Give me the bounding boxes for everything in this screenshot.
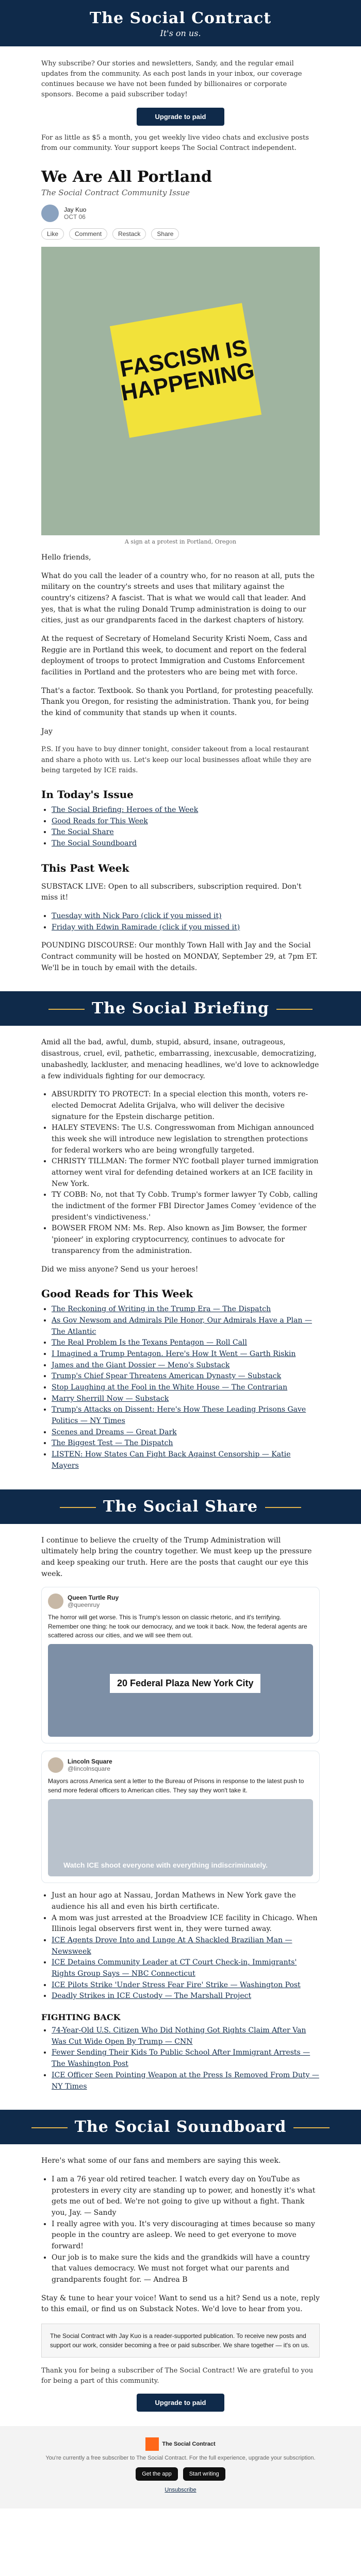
list-item[interactable]: • ICE Pilots Strike 'Under Stress Fear Fire' Strike — Washington Post	[52, 1980, 320, 1991]
post-handle: @queenruy	[68, 1601, 100, 1609]
comment-button[interactable]: Comment	[69, 228, 107, 240]
social-post[interactable]	[41, 1587, 320, 1743]
start-writing-button[interactable]: Start writing	[183, 2467, 225, 2481]
list-item[interactable]: • 74-Year-Old U.S. Citizen Who Did Nothing Got Rights Claim After Van Was Cut Wide Open By Trump — CNN	[52, 2025, 320, 2047]
list-item[interactable]: • The Real Problem Is the Texans Pentagon — Roll Call	[52, 1337, 320, 1349]
share-button[interactable]: Share	[151, 228, 179, 240]
list-item: • I really agree with you. It's very discouraging at times because so many people in the country are asleep. We need to get everyone to move forward!	[52, 2219, 320, 2252]
this-week-line: SUBSTACK LIVE: Open to all subscribers, subscription required. Don't miss it!	[41, 882, 302, 902]
divider	[265, 1507, 301, 1508]
unsubscribe-link[interactable]: Unsubscribe	[165, 2487, 196, 2494]
post-author: Lincoln Square	[68, 1758, 112, 1766]
social-post[interactable]	[41, 1751, 320, 1883]
restack-button[interactable]: Restack	[112, 228, 146, 240]
protest-sign: FASCISM IS HAPPENING	[110, 303, 261, 438]
list-item[interactable]: • Marry Sherrill Now — Substack	[52, 1394, 320, 1405]
avatar	[48, 1757, 63, 1773]
list-item[interactable]: • The Social Soundboard	[52, 838, 320, 850]
video-caption: Watch ICE shoot everyone with everything indiscriminately.	[63, 1861, 268, 1870]
list-item: • HALEY STEVENS: The U.S. Congresswoman from Michigan announced this week she will introduce new legislation to strengthen protections for federal workers who are being wrongfully targeted.	[52, 1123, 320, 1156]
briefing-section	[41, 1037, 320, 1471]
post-author: Queen Turtle Ruy	[68, 1594, 119, 1602]
author-name[interactable]: Jay Kuo	[64, 206, 87, 213]
postscript: P.S. If you have to buy dinner tonight, consider takeout from a local restaurant and share a photo with us. Let's keep our local businesses afloat while they are being targeted by ICE raids.	[41, 745, 311, 774]
intro-text: Why subscribe? Our stories and newsletters, Sandy, and the regular email updates from the community. As each post lands in your inbox, our coverage continues because we have not been funded by billionaires or corporate sponsors. Become a paid subscriber today!	[41, 60, 302, 99]
footer	[0, 2426, 361, 2509]
post-text: The horror will get worse. This is Trump's lesson on classic rhetoric, and it's terrifying. Remember one thing: he took our democracy, and we took it back. Now, the federal agents are scattered across our cities, and we will see them out.	[48, 1614, 307, 1639]
list-item: • ABSURDITY TO PROTECT: In a special election this month, voters re-elected Democrat Adelita Grijalva, who will deliver the decisive signature for the Epstein discharge petition.	[52, 1089, 320, 1123]
list-item[interactable]: • Trump's Attacks on Dissent: Here's How These Leading Prisons Gave Politics — NY Times	[52, 1404, 320, 1427]
content	[41, 59, 320, 974]
soundboard-cta: Stay & tune to hear your voice! Want to send us a hit? Send us a note, reply to this email, or find us on Substack Notes. We'd love to hear from you.	[41, 2294, 320, 2314]
share-list	[41, 1890, 320, 2002]
hero-photo	[41, 247, 320, 535]
post-handle: @lincolnsquare	[68, 1765, 110, 1773]
post-image	[48, 1644, 313, 1737]
soundboard-banner: The Social Soundboard	[0, 2110, 361, 2144]
list-item[interactable]: • Friday with Edwin Ramirade (click if you missed it)	[52, 922, 320, 934]
avatar	[48, 1594, 63, 1609]
list-item: • CHRISTY TILLMAN: The former NYC football player turned immigration attorney went viral for defending detained workers at an ICE facility in New York.	[52, 1156, 320, 1190]
upgrade-button-bottom[interactable]: Upgrade to paid	[137, 2394, 224, 2412]
list-item[interactable]: • James and the Giant Dossier — Meno's Substack	[52, 1360, 320, 1371]
list-item[interactable]: • Tuesday with Nick Paro (click if you missed it)	[52, 911, 320, 922]
post-video[interactable]	[48, 1799, 313, 1876]
article-paragraph-2: At the request of Secretary of Homeland Security Kristi Noem, Cass and Reggie are in Portland this week, to document and report on the federal deployment of troops to protect Immigration and Customs Enforcement facilities in Portland and the protesters who are being met with force.	[41, 634, 307, 677]
list-item: • I am a 76 year old retired teacher. I watch every day on YouTube as protesters in every city are standing up to power, and honestly it's what gets me out of bed. We're not going to give up without a fight. Thank you, Jay. — Sandy	[52, 2174, 320, 2219]
avatar[interactable]	[41, 205, 59, 222]
app-buttons	[0, 2467, 361, 2481]
this-week-heading: This Past Week	[41, 861, 129, 874]
get-app-button[interactable]: Get the app	[136, 2467, 178, 2481]
list-item[interactable]: • LISTEN: How States Can Fight Back Against Censorship — Katie Mayers	[52, 1449, 320, 1471]
fighting-back-list	[41, 2025, 320, 2092]
list-item[interactable]: • Scenes and Dreams — Great Dark	[52, 1427, 320, 1438]
share-row	[41, 228, 320, 240]
toc-heading: In Today's Issue	[41, 788, 134, 801]
list-item[interactable]: • As Gov Newsom and Admirals Pile Honor, Our Admirals Have a Plan — The Atlantic	[52, 1315, 320, 1337]
soundboard-section	[41, 2156, 320, 2412]
this-week-list	[41, 911, 320, 933]
list-item[interactable]: • ICE Detains Community Leader at CT Court Check-in, Immigrants' Rights Group Says — NBC Connecticut	[52, 1957, 320, 1979]
intro-note: For as little as $5 a month, you get weekly live video chats and exclusive posts from our community. Your support keeps The Social Contract independent.	[41, 133, 309, 152]
article-title: We Are All Portland	[41, 167, 212, 186]
signoff: Jay	[41, 727, 53, 736]
good-reads-heading: Good Reads for This Week	[41, 1287, 193, 1300]
divider	[60, 1507, 96, 1508]
list-item[interactable]: • Stop Laughing at the Fool in the White House — The Contrarian	[52, 1382, 320, 1394]
divider	[31, 2127, 68, 2128]
this-week-line: POUNDING DISCOURSE: Our monthly Town Hall with Jay and the Social Contract community will be hosted on MONDAY, September 29, at 7pm ET. We'll be in touch by email with the details.	[41, 941, 318, 972]
footer-line: You're currently a free subscriber to The Social Contract. For the full experience, upgrade your subscription.	[45, 2455, 316, 2462]
list-item[interactable]: • The Reckoning of Writing in the Trump Era — The Dispatch	[52, 1304, 320, 1315]
substack-icon	[145, 2437, 159, 2451]
masthead-tagline: It's on us.	[160, 28, 201, 38]
list-item[interactable]: • Trump's Chief Spear Threatens American Dynasty — Substack	[52, 1371, 320, 1382]
list-item[interactable]: • I Imagined a Trump Pentagon. Here's How It Went — Garth Riskin	[52, 1349, 320, 1360]
post-text: Mayors across America sent a letter to the Bureau of Prisons in response to the latest push to send more federal officers to American cities. They say they won't take it.	[48, 1777, 304, 1794]
like-button[interactable]: Like	[41, 228, 64, 240]
briefing-closing: Did we miss anyone? Send us your heroes!	[41, 1265, 199, 1274]
list-item[interactable]: • Fewer Sending Their Kids To Public School After Immigrant Arrests — The Washington Post	[52, 2047, 320, 2070]
list-item[interactable]: • Good Reads for This Week	[52, 816, 320, 827]
post-date: OCT 06	[64, 213, 86, 221]
toc-list	[41, 805, 320, 850]
share-section	[41, 1535, 320, 2093]
list-item: • A mom was just arrested at the Broadview ICE facility in Chicago. When Illinois legal observers first went in, they were turned away.	[52, 1913, 320, 1935]
list-item: • Our job is to make sure the kids and the grandkids will have a country that values democracy. We must not forget what our parents and grandparents fought for. — Andrea B	[52, 2252, 320, 2286]
divider	[293, 2127, 330, 2128]
article-subtitle: The Social Contract Community Issue	[41, 188, 190, 197]
subscribe-box: The Social Contract with Jay Kuo is a reader-supported publication. To receive new posts and support our work, consider becoming a free or paid subscriber. We share together — it's on us.	[41, 2324, 320, 2358]
divider	[48, 1009, 85, 1010]
building-sign: 20 Federal Plaza New York City	[110, 1674, 260, 1693]
list-item[interactable]: • ICE Agents Drove Into and Lunge At A Shackled Brazilian Man — Newsweek	[52, 1935, 320, 1957]
soundboard-list	[41, 2174, 320, 2286]
article-paragraph-1: What do you call the leader of a country who, for no reason at all, puts the military on the country's streets and uses that military against the country's citizens? A fascist. That is what we would call that leader. And yes, that is what the ruling Donald Trump administration is doing to our cities, just as our grandparents faced in the darkest chapters of history.	[41, 571, 315, 625]
upgrade-button-top[interactable]: Upgrade to paid	[137, 108, 224, 126]
list-item[interactable]: • The Biggest Test — The Dispatch	[52, 1438, 320, 1449]
heroes-list	[41, 1089, 320, 1257]
briefing-intro: Amid all the bad, awful, dumb, stupid, absurd, insane, outrageous, disastrous, cruel, evil, pathetic, embarrassing, inexcusable, democratizing, unabashedly, lackluster, and menacing headlines, we'd love to acknowledge a few individuals fighting for our democracy.	[41, 1038, 319, 1080]
article-paragraph-3: That's a factor. Textbook. So thank you Portland, for protesting peacefully. Thank you Oregon, for resisting the administration. Thank you, for being the kind of community that stands up when it counts.	[41, 686, 314, 718]
photo-caption: A sign at a protest in Portland, Oregon	[124, 538, 237, 545]
greeting: Hello friends,	[41, 553, 91, 562]
fighting-back-heading: FIGHTING BACK	[41, 2012, 121, 2023]
author-row	[41, 205, 320, 222]
masthead	[0, 0, 361, 46]
masthead-title: The Social Contract	[89, 9, 272, 27]
share-intro: I continue to believe the cruelty of the Trump Administration will ultimately help bring the country together. We must keep up the pressure and keep speaking our truth. Here are the posts that caught our eye this week.	[41, 1536, 312, 1578]
list-item: • TY COBB: No, not that Ty Cobb. Trump's former lawyer Ty Cobb, calling the indictment of the former FBI Director James Comey 'evidence of the president's vindictiveness.'	[52, 1190, 320, 1223]
list-item: • Just an hour ago at Nassau, Jordan Mathews in New York gave the audience his all and even his birth certificate.	[52, 1890, 320, 1912]
soundboard-intro: Here's what some of our fans and members are saying this week.	[41, 2157, 281, 2165]
list-item[interactable]: • ICE Officer Seen Pointing Weapon at the Press Is Removed From Duty — NY Times	[52, 2070, 320, 2092]
thanks-text: Thank you for being a subscriber of The Social Contract! We are grateful to you for being a part of this community.	[41, 2367, 314, 2385]
share-banner: The Social Share	[0, 1489, 361, 1524]
good-reads-list	[41, 1304, 320, 1471]
footer-publication: The Social Contract	[162, 2441, 216, 2448]
list-item[interactable]: • The Social Briefing: Heroes of the Week	[52, 805, 320, 816]
briefing-banner: The Social Briefing	[0, 991, 361, 1026]
divider	[276, 1009, 313, 1010]
list-item: • BOWSER FROM NM: Ms. Rep. Also known as Jim Bowser, the former 'pioneer' in exploring cryptocurrency, continues to advocate for transparency from the administration.	[52, 1223, 320, 1257]
list-item[interactable]: • Deadly Strikes in ICE Custody — The Marshall Project	[52, 1991, 320, 2002]
list-item[interactable]: • The Social Share	[52, 827, 320, 838]
